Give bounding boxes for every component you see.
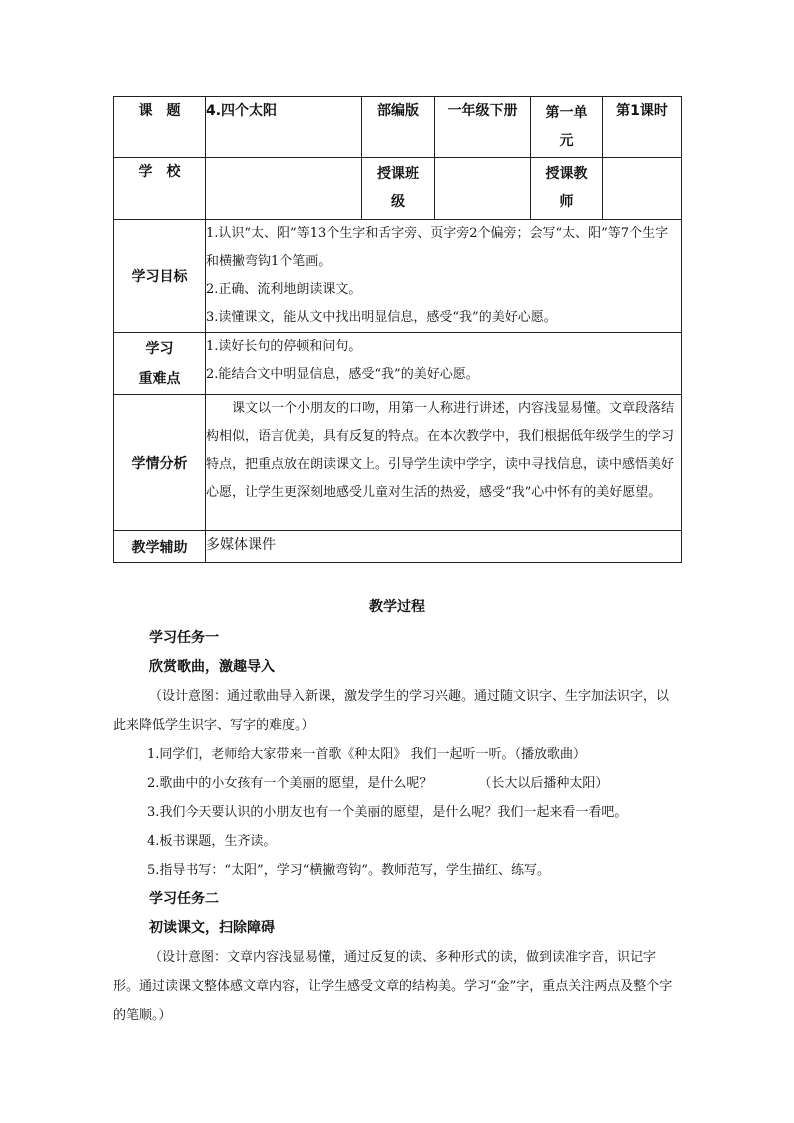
school-label: 学 校 <box>114 158 206 220</box>
task1-step: 3.我们今天要认识的小朋友也有一个美丽的愿望，是什么呢？我们一起来看一看吧。 <box>147 805 628 820</box>
class-value <box>435 158 531 220</box>
teacher-label: 授课教师 <box>531 158 603 220</box>
unit-value: 第一单元 <box>531 97 603 158</box>
key-points-label-line2: 重难点 <box>138 370 181 387</box>
goals-label: 学习目标 <box>114 220 206 333</box>
aids-value: 多媒体课件 <box>206 531 682 563</box>
lesson-info-table <box>113 96 682 563</box>
period-value: 第1课时 <box>603 97 682 158</box>
task2-subtitle: 初读课文，扫除障碍 <box>149 920 275 936</box>
table-row <box>114 531 682 563</box>
table-row <box>114 158 682 220</box>
analysis-label: 学情分析 <box>114 395 206 531</box>
analysis-text: 课文以一个小朋友的口吻，用第一人称进行讲述，内容浅显易懂。文章段落结构相似，语言优美，具有反复的特点。在本次教学中，我们根据低年级学生的学习特点，把重点放在朗读课文上。引导学生读中学字，读中寻找信息，读中感悟美好心愿，让学生更深刻地感受儿童对生活的热爱，感受“我”心中怀有的美好愿望。 <box>206 395 682 531</box>
task1-design-note: （设计意图：通过歌曲导入新课，激发学生的学习兴趣。通过随文识字、生字加法识字，以此来降低学生识字、写字的难度。） <box>113 689 670 733</box>
goals-content <box>206 220 682 333</box>
goal-item: 2.正确、流利地朗读课文。 <box>206 282 362 297</box>
key-point-item: 2.能结合文中明显信息，感受“我”的美好心愿。 <box>206 367 479 382</box>
goal-item: 3.读懂课文，能从文中找出明显信息，感受“我”的美好心愿。 <box>206 310 557 325</box>
table-row <box>114 395 682 531</box>
task1-title: 学习任务一 <box>149 630 219 646</box>
class-label: 授课班级 <box>362 158 435 220</box>
task1-step: 1.同学们，老师给大家带来一首歌《种太阳》 我们一起听一听。（播放歌曲） <box>147 747 587 762</box>
task2-design-note: （设计意图：文章内容浅显易懂，通过反复的读、多种形式的读，做到读准字音，识记字形。通过读课文整体感文章内容，让学生感受文章的结构美。学习“金”字，重点关注两点及整个字的笔顺。） <box>113 950 673 1023</box>
key-points-label <box>114 333 206 395</box>
school-value <box>206 158 362 220</box>
goal-item: 1.认识“太、阳”等13个生字和舌字旁、页字旁2个偏旁；会写“太、阳”等7个生字和横撇弯钩1个笔画。 <box>206 226 669 269</box>
task1-step <box>113 769 681 798</box>
teacher-value <box>603 158 682 220</box>
table-row <box>114 97 682 158</box>
key-points-content <box>206 333 682 395</box>
table-row <box>114 333 682 395</box>
table-row <box>114 220 682 333</box>
task1-step-text: 2.歌曲中的小女孩有一个美丽的愿望，是什么呢？ <box>147 776 433 791</box>
task1-step: 4.板书课题，生齐读。 <box>147 834 277 849</box>
task1-subtitle: 欣赏歌曲，激趣导入 <box>149 659 275 675</box>
grade-value: 一年级下册 <box>435 97 531 158</box>
task2-title: 学习任务二 <box>149 891 219 907</box>
teaching-process <box>113 593 681 1030</box>
key-points-label-line1: 学习 <box>145 340 174 357</box>
aids-label: 教学辅助 <box>114 531 206 563</box>
key-point-item: 1.读好长句的停顿和问句。 <box>206 339 362 354</box>
task1-step: 5.指导书写：“太阳”，学习“横撇弯钩”。教师范写，学生描红、练写。 <box>147 863 550 878</box>
task1-step-answer: （长大以后播种太阳） <box>478 776 609 791</box>
process-heading: 教学过程 <box>369 599 425 615</box>
topic-label: 课 题 <box>114 97 206 158</box>
lesson-info-section <box>113 96 681 563</box>
lesson-title: 4.四个太阳 <box>206 97 362 158</box>
edition-value: 部编版 <box>362 97 435 158</box>
